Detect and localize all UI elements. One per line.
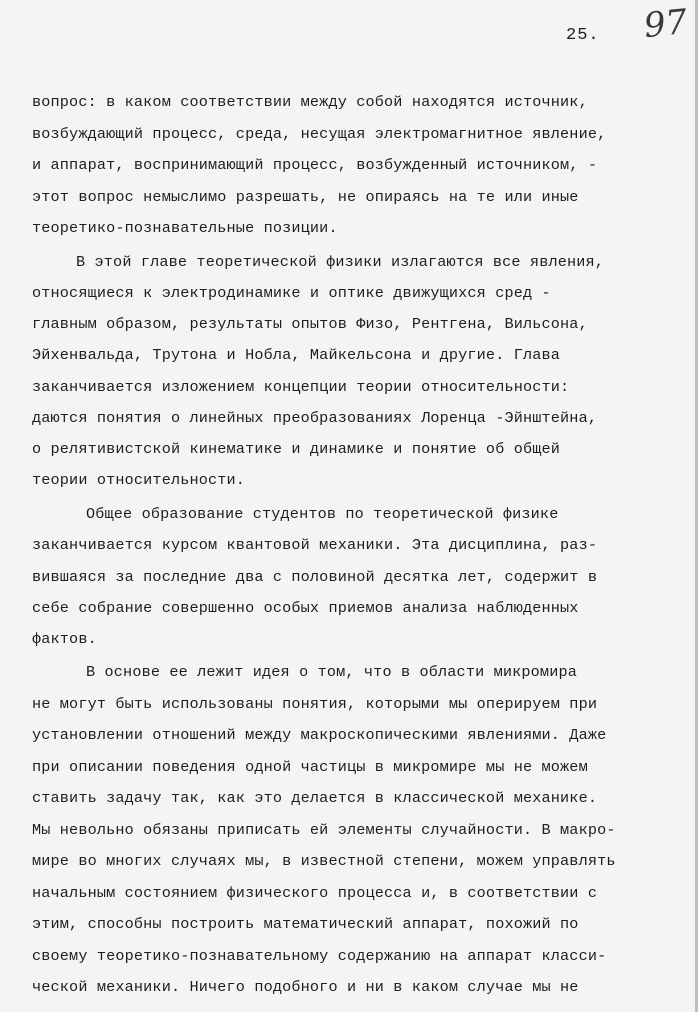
- text-line: заканчивается курсом квантовой механики. Эта дисциплина, раз-: [32, 536, 598, 554]
- text-line: теоретико-познавательные позиции.: [32, 219, 338, 237]
- text-line: этот вопрос немыслимо разрешать, не опираясь на те или иные: [32, 188, 579, 206]
- text-line: установлении отношений между макроскопическими явлениями. Даже: [32, 726, 607, 744]
- text-line: Мы невольно обязаны приписать ей элементы случайности. В макро-: [32, 821, 616, 839]
- text-line: вопрос: в каком соответствии между собой находятся источник,: [32, 93, 588, 111]
- text-line: о релятивистской кинематике и динамике и понятие об общей: [32, 440, 561, 458]
- handwritten-page-mark: 97: [642, 1, 690, 47]
- text-line: начальным состоянием физического процесса и, в соответствии с: [32, 884, 598, 902]
- text-line: и аппарат, воспринимающий процесс, возбужденный источником, -: [32, 156, 598, 174]
- text-line: теории относительности.: [32, 471, 246, 489]
- text-line: этим, способны построить математический аппарат, похожий по: [32, 915, 579, 933]
- text-line: своему теоретико-познавательному содержанию на аппарат класси-: [32, 947, 607, 965]
- text-line: относящиеся к электродинамике и оптике движущихся сред -: [32, 284, 551, 302]
- text-line: даются понятия о линейных преобразованиях Лоренца -Эйнштейна,: [32, 409, 598, 427]
- text-line: Общее образование студентов по теоретической физике: [86, 505, 559, 523]
- text-line: главным образом, результаты опытов Физо, Рентгена, Вильсона,: [32, 315, 588, 333]
- text-line: не могут быть использованы понятия, которыми мы оперируем при: [32, 695, 598, 713]
- page-number: 25.: [566, 26, 600, 45]
- text-line: ческой механики. Ничего подобного и ни в каком случае мы не: [32, 978, 579, 996]
- text-line: заканчивается изложением концепции теории относительности:: [32, 378, 570, 396]
- text-line: возбуждающий процесс, среда, несущая электромагнитное явление,: [32, 125, 607, 143]
- text-line: вившаяся за последние два с половиной десятка лет, содержит в: [32, 568, 598, 586]
- text-line: В основе ее лежит идея о том, что в области микромира: [86, 663, 577, 681]
- text-line: В этой главе теоретической физики излагаются все явления,: [76, 253, 605, 271]
- text-line: ставить задачу так, как это делается в классической механике.: [32, 789, 598, 807]
- text-line: при описании поведения одной частицы в микромире мы не можем: [32, 758, 588, 776]
- text-line: фактов.: [32, 630, 97, 648]
- text-line: Эйхенвальда, Трутона и Нобла, Майкельсона и другие. Глава: [32, 346, 561, 364]
- text-line: мире во многих случаях мы, в известной степени, можем управлять: [32, 852, 616, 870]
- text-line: себе собрание совершенно особых приемов анализа наблюденных: [32, 599, 579, 617]
